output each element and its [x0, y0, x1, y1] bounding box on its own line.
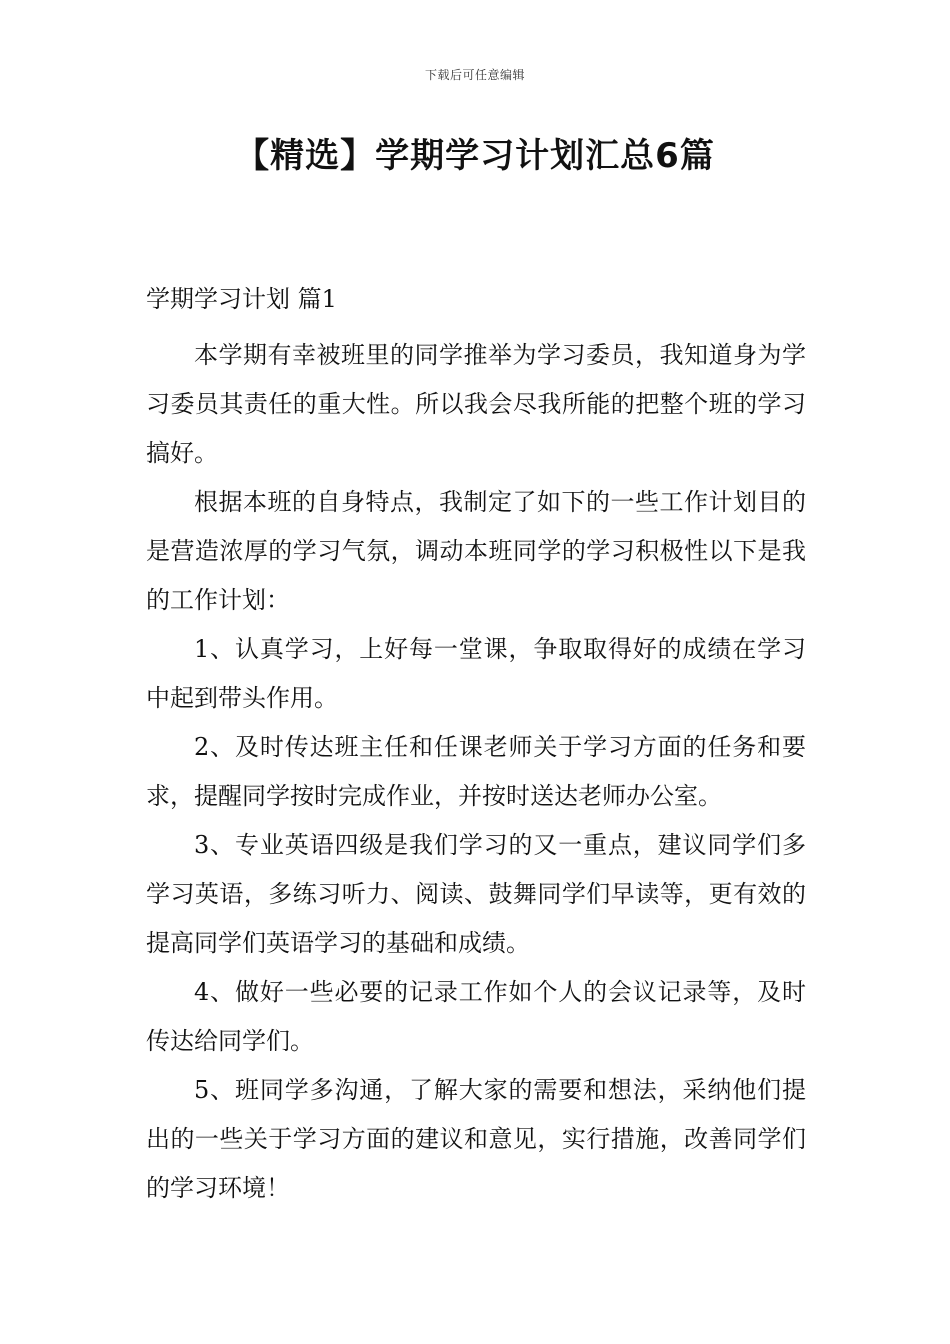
paragraph-plan-overview: 根据本班的自身特点，我制定了如下的一些工作计划目的是营造浓厚的学习气氛，调动本班同学的学习积极性以下是我的工作计划： — [146, 488, 806, 614]
paragraph-item-5: 5、班同学多沟通，了解大家的需要和想法，采纳他们提出的一些关于学习方面的建议和意见，实行措施，改善同学们的学习环境！ — [146, 1076, 806, 1202]
section-heading: 学期学习计划 篇1 — [146, 285, 337, 313]
paragraph-item-1: 1、认真学习，上好每一堂课，争取取得好的成绩在学习中起到带头作用。 — [146, 635, 806, 712]
header-note: 下载后可任意编辑 — [424, 68, 525, 82]
document-title: 【精选】学期学习计划汇总6篇 — [235, 136, 715, 176]
paragraph-item-2: 2、及时传达班主任和任课老师关于学习方面的任务和要求，提醒同学按时完成作业，并按时送达老师办公室。 — [146, 733, 806, 810]
paragraph-item-4: 4、做好一些必要的记录工作如个人的会议记录等，及时传达给同学们。 — [146, 978, 806, 1055]
document-body — [146, 281, 806, 1213]
paragraph-intro: 本学期有幸被班里的同学推举为学习委员，我知道身为学习委员其责任的重大性。所以我会尽我所能的把整个班的学习搞好。 — [146, 341, 806, 467]
paragraph-item-3: 3、专业英语四级是我们学习的又一重点，建议同学们多学习英语，多练习听力、阅读、鼓舞同学们早读等，更有效的提高同学们英语学习的基础和成绩。 — [146, 831, 806, 957]
